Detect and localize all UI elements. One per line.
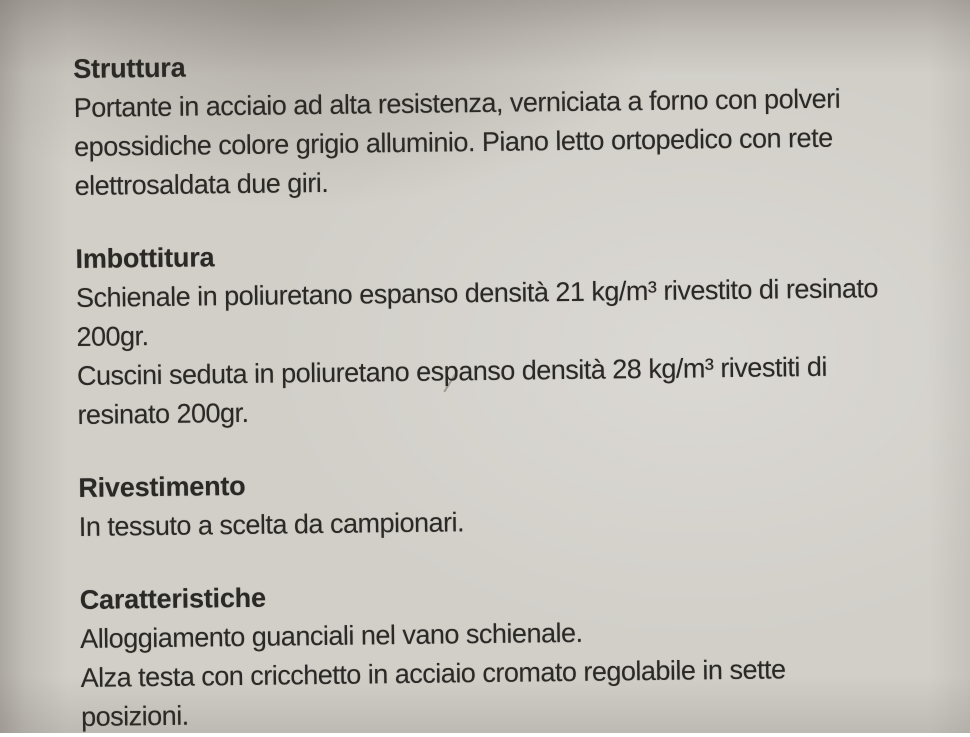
section-body [76, 268, 958, 435]
text-line: elettrosaldata due giri. [74, 167, 329, 201]
spec-section [75, 229, 957, 435]
spec-section [78, 458, 959, 547]
section-heading: Imbottitura [75, 242, 215, 274]
text-line: epossidiche colore grigio alluminio. Piano letto ortopedico con rete [74, 122, 833, 162]
text-line: 200gr. [76, 321, 149, 352]
text-line: In tessuto a scelta da campionari. [78, 507, 465, 542]
text-line: posizioni. [80, 700, 189, 732]
section-body [80, 609, 961, 737]
document-page [73, 39, 961, 737]
spec-section [73, 39, 955, 206]
section-heading: Rivestimento [78, 470, 246, 503]
text-line: Portante in acciaio ad alta resistenza, verniciata a forno con polveri [73, 83, 841, 123]
spec-section [79, 570, 961, 737]
section-heading: Struttura [73, 52, 186, 84]
section-heading: Caratteristiche [79, 582, 266, 615]
text-line: Alza testa con cricchetto in acciaio cromato regolabile in sette [80, 654, 786, 693]
text-line: Schienale in poliuretano espanso densità 21 kg/m³ rivestito di resinato [75, 273, 879, 313]
text-line: resinato 200gr. [77, 397, 249, 430]
document-sections [73, 39, 961, 737]
section-body [73, 78, 954, 206]
text-line: Alloggiamento guanciali nel vano schienale. [80, 617, 583, 654]
text-line: Cuscini seduta in poliuretano espanso densità 28 kg/m³ rivestiti di [76, 351, 828, 391]
